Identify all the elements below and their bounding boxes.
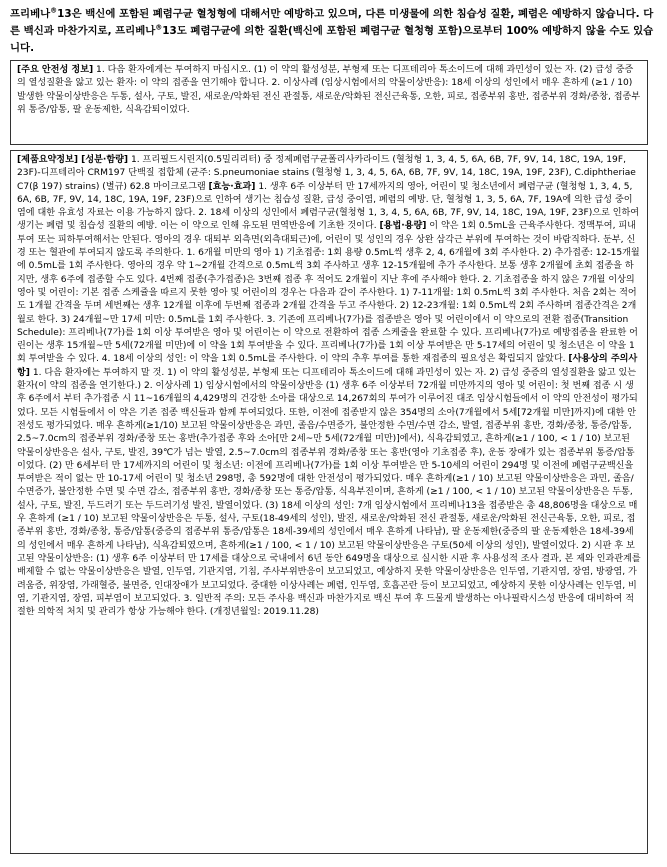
- product-summary-heading: [제품요약정보] [성분·함량]: [17, 155, 129, 165]
- composition-text: 1. 프리필드시린지(0.5밀리리터) 중 정제폐렴구균폴리사카라이드 (혈청형 1, 3, 4, 5, 6A, 6B, 7F, 9V, 14, 18C, 19A, 19F, 23F)-디프테리아 CRM197 단백질 접합체 (균주: S.pneumoniae stains (혈청형 1, 3, 4, 5, 6A, 6B, 7F, 9V, 14, 18C, 19A, 19F, 23F), C.diphtheriae C7(β 197) strains) (별규) 62.8 마이크로그램: [17, 155, 636, 192]
- product-summary-box: [10, 150, 648, 854]
- registered-mark-2: ®: [155, 23, 163, 32]
- safety-info-box: [10, 60, 648, 145]
- efficacy-text: 1. 생후 6주 이상부터 만 17세까지의 영아, 어린이 및 청소년에서 폐렴구균 (혈청형 1, 3, 4, 5, 6A, 6B, 7F, 9V, 14, 18C, 19A, 19F, 23F)으로 인하여 생기는 침습성 질환, 급성 중이염, 폐렴의 예방. 단, 혈청형 1, 3, 5, 6A, 7F, 19A에 의한 급성 중이염에 대한 유효성 자료는 이용 가능하지 않다. 2. 18세 이상의 성인에서 폐렴구균(혈청형 1, 3, 4, 5, 6A, 6B, 7F, 9V, 14, 18C, 19A, 19F, 23F)으로 인하여 생기는 폐렴 및 침습성 질환의 예방. 이는 이 약으로 인해 유도된 면역반응에 기초한 것이다.: [17, 181, 640, 232]
- brand-name: 프리베나: [10, 8, 51, 20]
- intro-paragraph: [10, 6, 657, 57]
- efficacy-heading: [효능·효과]: [208, 181, 256, 192]
- precautions-heading: [사용상의 주의사항]: [17, 354, 638, 378]
- brand-name-2: 프리베나: [115, 25, 156, 37]
- dosage-heading: [용법·용량]: [379, 221, 427, 232]
- intro-text-part2: 13도 폐렴구균에 의한 질환(백신에 포함된 폐렴구균 혈청형 포함)으로부터 100% 예방하지 않을 수도 있습니다.: [10, 25, 654, 54]
- precautions-text: 1. 다음 환자에는 투여하지 말 것. 1) 이 약의 활성성분, 부형제 또는 디프테리아 톡소이드에 대해 과민성이 있는 자. 2) 급성 중증의 열성질환을 앓고 있는 환자(이 약의 접종을 연기한다.) 2. 이상사례 1) 임상시험에서의 약물이상반응 (1) 생후 6주 이상부터 72개월 미만까지의 영아 및 어린이: 첫 번째 접종 시 생후 6주에서 부터 추가접종 시 11~16개월의 4,429명의 건강한 소아를 대상으로 14,267회의 투여가 이루어진 대조 임상시험들에서 이 약의 안전성이 평가되었다. 모든 시험들에서 이 약은 기존 접종 백신들과 함께 투여되었다. 또한, 이전에 접종받지 않은 354명의 소아(7개월에서 5세[72개월 미만]까지)에 대한 안전성도 평가되었다. 매우 흔하게(≥1/10) 보고된 약물이상반응은 과민, 졸음/수면증가, 불안정한 수면/수면 감소, 발열, 접종부위 홍반, 경화/종창, 통증/압통, 2.5~7.0cm의 접종부위 경화/종창 또는 홍반(추가접종 후와 소아[만 2세~만 5세(72개월 미만)]에서), 식욕감퇴였고, 흔하게(≥1 / 100, < 1 / 10) 보고된 약물이상반응은 설사, 구토, 발진, 39℃가 넘는 발열, 2.5~7.0cm의 접종부위 경화/종창 또는 홍반(영아 기초접종 후), 운동 장애가 있는 접종부위 통증/압통이었다. (2) 만 6세부터 만 17세까지의 어린이 및 청소년: 이전에 프리베나(7가)를 1회 이상 투여받은 만 5-10세의 어린이 294명 및 이전에 폐렴구균백신을 투여받은 적이 없는 만 10-17세 어린이 및 청소년 298명, 총 592명에 대한 안전성이 평가되었다. 매우 흔하게(≥1 / 10) 보고된 약물이상반응은 과민, 졸음/수면증가, 불안정한 수면 및 수면 감소, 접종부위 홍반, 경화/종창 또는 통증/압통, 식욕부진이며, 흔하게 (≥1 / 100, < 1 / 10) 보고된 약물이상반응은 두통, 설사, 구토, 발진, 두드러기 또는 두드러기성 발진, 발열이었다. (3) 18세 이상의 성인: 7개 임상시험에서 프리베나13을 접종받은 총 48,806명을 대상으로 매우 흔하게 (≥1 / 10) 보고된 약물이상반응은 두통, 설사, 구토(18-49세의 성인), 발진, 새로운/악화된 전신 관절통, 새로운/악화된 전신근육통, 오한, 피로, 접종부위 홍반, 경화/종창, 통증/압통(중증의 접종부위 통증/압통은 18세-39세의 성인에서 매우 흔하게 나타남), 팔 운동제한(중증의 팔 운동제한은 18세-39세의 성인에서 매우 흔하게 나타남), 식욕감퇴였으며, 흔하게(≥1 / 100, < 1 / 10) 보고된 약물이상반응은 구토(50세 이상의 성인), 발열이었다. 2) 시판 후 보고된 약물이상반응: (1) 생후 6주 이상부터 만 17세를 대상으로 국내에서 6년 동안 649명을 대상으로 실시한 시판 후 사용성적 조사 결과, 본 제와 인과관계를 배제할 수 없는 약물이상반응은 발열, 인두염, 기관지염, 기침, 주사부위반응이 보고되었고, 예상하지 못한 약물이상반응은 인두염, 기관지염, 장염, 방광염, 가려움증, 위장염, 가래혈증, 불면증, 인대장애가 보고되었다. 중대한 이상사례는 폐렴, 인두염, 호흡곤란 등이 보고되었고, 예상하지 못한 이상사례는 인두염, 비염, 기관지염, 장염, 피부염이 보고되었다. 3. 일반적 주의: 모든 주사용 백신과 마찬가지로 백신 투여 후 드물게 발생하는 아나필락시스성 반응에 대비하여 적절한 의학적 처치 및 관리가 항상 가능해야 한다. (개정년월일: 2019.11.28): [17, 367, 641, 618]
- dosage-text: 이 약은 1회 0.5mL을 근육주사한다. 정맥투여, 피내투여 또는 피하투여해서는 안된다. 영아의 경우 대퇴부 외측면(외측대퇴근)에, 어린이 및 성인의 경우 상완 삼각근 부위에 투여하는 것이 바람직하다. 둔부, 신경 또는 혈관에 투여되지 않도록 주의한다. 1. 6개월 미만의 영아 1) 기초접종: 1회 용량 0.5mL씩 생후 2, 4, 6개월에 3회 주사한다. 2) 추가접종: 12-15개월에 0.5mL를 1회 주사한다. 영아의 경우 약 1~2개월 간격으로 0.5mL씩 3회 주사하고 생후 12-15개월에 추가 주사한다. 보통 생후 2개월에 초회 접종을 하지만, 생후 6주에 접종할 수도 있다. 4번째 접종(추가접종)은 3번째 접종 후 적어도 2개월이 지난 후에 주사해야 한다. 2. 기초접종을 하지 않은 7개월 이상의 영아 및 어린이: 기본 접종 스케쥴을 따르지 못한 영아 및 어린이의 경우는 다음과 같이 주사한다. 1) 7-11개월: 1회 0.5mL씩 3회 주사한다. 처음 2회는 적어도 1개월 간격을 두며 세번째는 생후 12개월 이후에 두번째 접종과 2개월 간격을 두고 주사한다. 2) 12-23개월: 1회 0.5mL씩 2회 주사하며 접종간격은 2개월로 한다. 3) 24개월~만 17세 미만: 0.5mL를 1회 주사한다. 3. 기존에 프리베나(7가)를 접종받은 영아 및 어린이에서 이 약으로의 전환 접종(Transition Schedule): 프리베나(7가)를 1회 이상 투여받은 영아 및 어린이는 이 약으로 전환하여 접종 스케줄을 완료할 수 있다. 프리베나(7가)로 예방접종을 완료한 어린이는 생후 15개월~만 5세(72개월 미만)에 이 약을 1회 투여받을 수 있다. 프리베나(7가)를 1회 이상 투여받은 만 5-17세의 어린이 및 청소년은 이 약을 1회 투여받을 수 있다. 4. 18세 이상의 성인: 이 약을 1회 0.5mL를 주사한다. 이 약의 추후 투여를 통한 재접종의 필요성은 확립되지 않았다.: [17, 221, 640, 365]
- registered-mark: ®: [50, 6, 58, 15]
- safety-heading: [주요 안전성 정보]: [17, 65, 94, 75]
- safety-body: 1. 다음 환자에게는 투여하지 마십시오. (1) 이 약의 활성성분, 부형제 또는 디프테리아 톡소이드에 대해 과민성이 있는 자. (2) 급성 중증의 열성질환을 앓고 있는 환자: 이 약의 접종을 연기해야 합니다. 2. 이상사례 (임상시험에서의 약물이상반응): 18세 이상의 성인에서 매우 흔하게 (≥1 / 10) 발생한 약물이상반응은 두통, 설사, 구토, 발진, 새로운/악화된 전신 관절통, 새로운/악화된 전신근육통, 오한, 피로, 접종부위 홍반, 접종부위 경화/종창, 접종부위 통증/압통, 팔 운동제한, 식욕감퇴이었다.: [17, 65, 641, 115]
- intro-text-part1: 13은 백신에 포함된 폐렴구균 혈청형에 대해서만 예방하고 있으며, 다른 미생물에 의한 침습성 질환, 폐렴은 예방하지 않습니다. 다른 백신과 마찬가지로,: [10, 8, 654, 37]
